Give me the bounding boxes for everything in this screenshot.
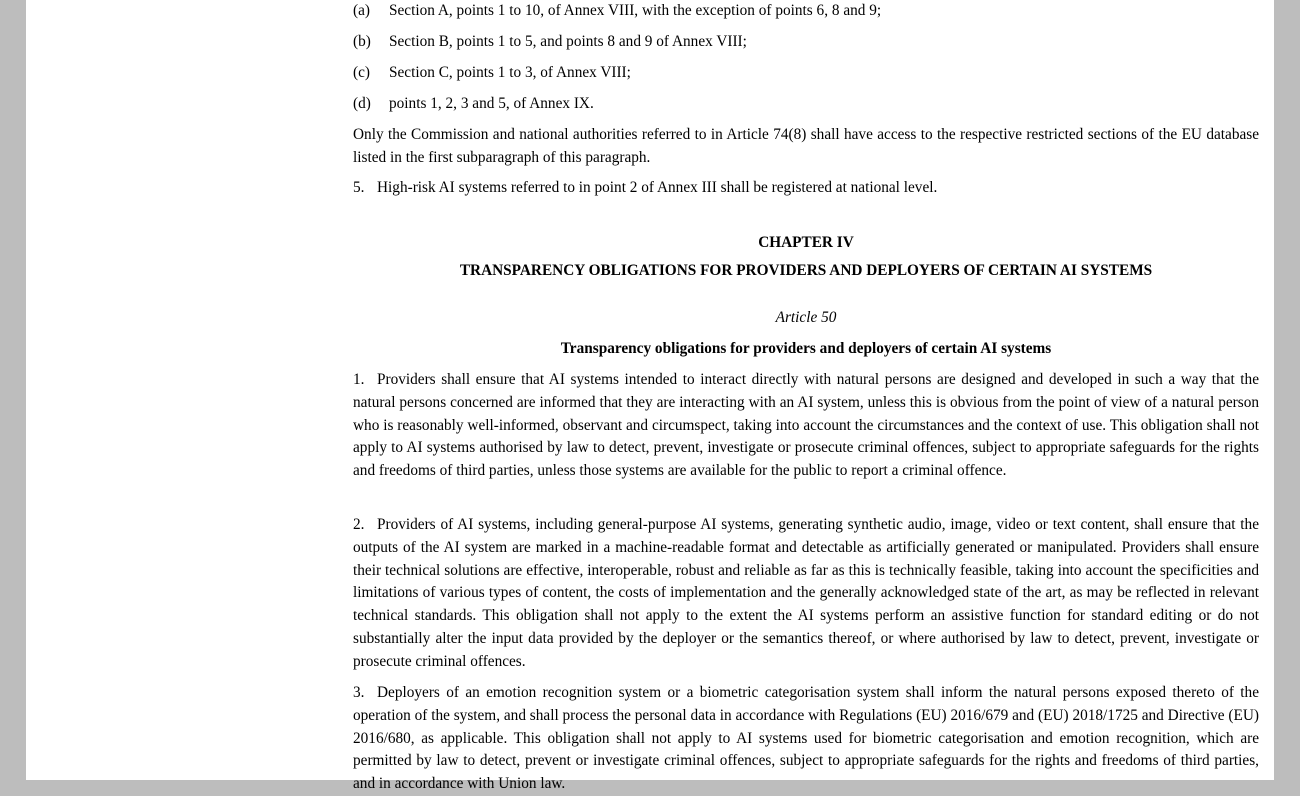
- chapter-title: TRANSPARENCY OBLIGATIONS FOR PROVIDERS AND DEPLOYERS OF CERTAIN AI SYSTEMS: [459, 262, 1153, 279]
- list-item-label: (c): [353, 64, 370, 81]
- list-item-text: points 1, 2, 3 and 5, of Annex IX.: [389, 95, 594, 112]
- list-item-label: (d): [353, 95, 371, 112]
- article-paragraph-3: [353, 682, 1259, 796]
- list-item-d: [353, 93, 594, 116]
- article-number: Article 50: [775, 309, 837, 326]
- chapter-number: CHAPTER IV: [758, 234, 854, 251]
- article-paragraph-2: [353, 514, 1259, 674]
- paragraph-text: Providers of AI systems, including general-purpose AI systems, generating synthetic audio, image, video or text content, shall ensure that the outputs of the AI system are marked in a machine-readable format and detectable as artificially generated or manipulated. Providers shall ensure their technical solutions are effective, interoperable, robust and reliable as far as this is technically feasible, taking into account the specificities and limitations of various types of content, the costs of implementation and the generally acknowledged state of the art, as may be reflected in relevant technical standards. This obligation shall not apply to the extent the AI systems perform an assistive function for standard editing or do not substantially alter the input data provided by the deployer or the semantics thereof, or where authorised by law to detect, prevent, investigate or prosecute criminal offences.: [353, 516, 1259, 670]
- paragraph-number: 1.: [353, 371, 365, 388]
- paragraph-number: 5.: [353, 179, 365, 196]
- paragraph-text: Providers shall ensure that AI systems intended to interact directly with natural persons are designed and developed in such a way that the natural persons concerned are informed that they are interacting with an AI system, unless this is obvious from the point of view of a natural person who is reasonably well-informed, observant and circumspect, taking into account the circumstances and the context of use. This obligation shall not apply to AI systems authorised by law to detect, prevent, investigate or prosecute criminal offences, subject to appropriate safeguards for the rights and freedoms of third parties, unless those systems are available for the public to report a criminal offence.: [353, 371, 1259, 480]
- article-title: Transparency obligations for providers and deployers of certain AI systems: [560, 340, 1052, 357]
- paragraph-number: 3.: [353, 684, 365, 701]
- paragraph-text: High-risk AI systems referred to in point 2 of Annex III shall be registered at national level.: [377, 179, 938, 196]
- list-item-a: [353, 0, 881, 23]
- list-item-text: Section A, points 1 to 10, of Annex VIII, with the exception of points 6, 8 and 9;: [389, 2, 882, 19]
- list-item-text: Section C, points 1 to 3, of Annex VIII;: [389, 64, 631, 81]
- document-page: [26, 0, 1274, 793]
- list-item-text: Section B, points 1 to 5, and points 8 and 9 of Annex VIII;: [389, 33, 747, 50]
- list-item-label: (b): [353, 33, 371, 50]
- paragraph-5: [353, 177, 1259, 200]
- access-paragraph: Only the Commission and national authorities referred to in Article 74(8) shall have access to the respective restricted sections of the EU database listed in the first subparagraph of this paragraph.: [353, 126, 1259, 166]
- article-paragraph-1: [353, 369, 1259, 483]
- paragraph-text: Deployers of an emotion recognition system or a biometric categorisation system shall inform the natural persons exposed thereto of the operation of the system, and shall process the personal data in accordance with Regulations (EU) 2016/679 and (EU) 2018/1725 and Directive (EU) 2016/680, as applicable. This obligation shall not apply to AI systems used for biometric categorisation and emotion recognition, which are permitted by law to detect, prevent or investigate criminal offences, subject to appropriate safeguards for the rights and freedoms of third parties, and in accordance with Union law.: [353, 684, 1259, 793]
- list-item-b: [353, 31, 747, 54]
- paragraph-number: 2.: [353, 516, 365, 533]
- list-item-c: [353, 62, 631, 85]
- list-item-label: (a): [353, 2, 370, 19]
